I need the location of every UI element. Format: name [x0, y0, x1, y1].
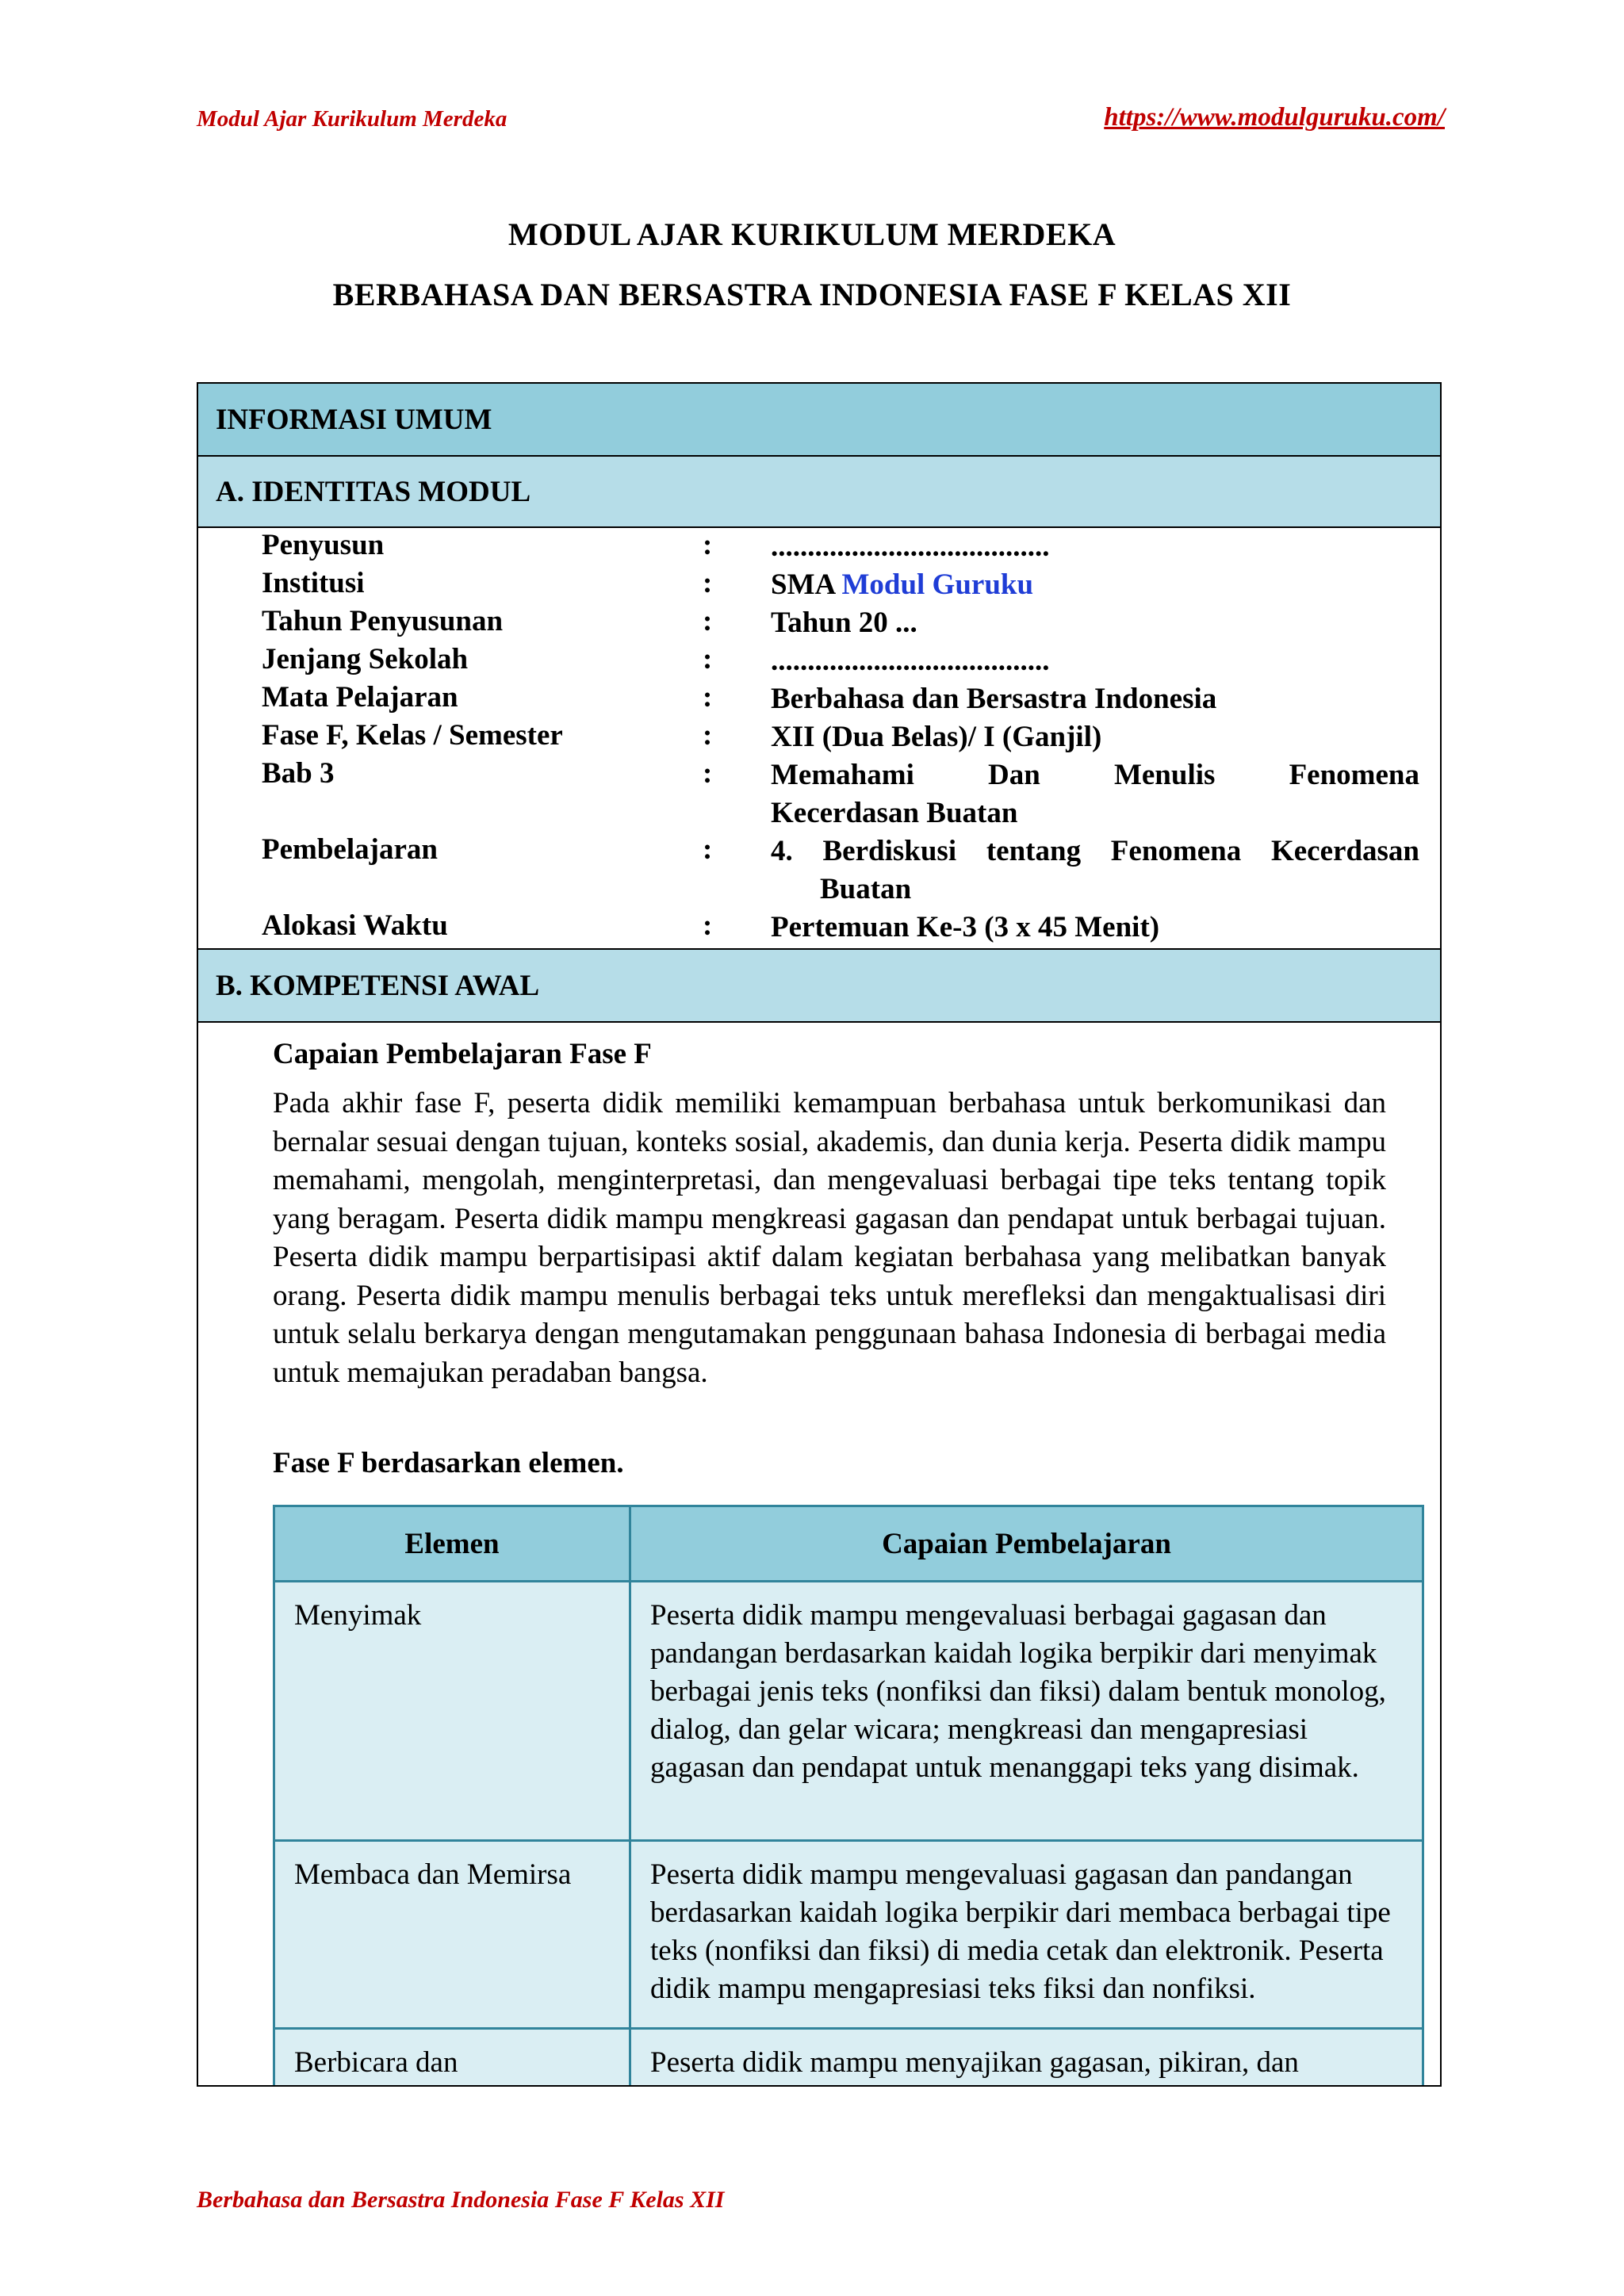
id-colon: : [703, 529, 713, 561]
running-header-url[interactable]: https://www.modulguruku.com/ [1104, 103, 1445, 132]
id-value-pembelajaran-line1: 4. Berdiskusi tentang Fenomena Kecerdasan [771, 835, 1419, 867]
id-label-mapel: Mata Pelajaran [262, 681, 458, 714]
id-colon: : [703, 605, 713, 637]
header-elemen: Elemen [274, 1506, 630, 1582]
id-colon: : [703, 833, 713, 866]
elemen-heading: Fase F berdasarkan elemen. [273, 1447, 624, 1479]
id-label-pembelajaran: Pembelajaran [262, 833, 438, 866]
id-label-tahun: Tahun Penyusunan [262, 605, 504, 637]
document-title: MODUL AJAR KURIKULUM MERDEKA [508, 216, 1116, 252]
id-value-institusi [771, 566, 1419, 604]
table-header-row [274, 1506, 1423, 1582]
id-colon: : [703, 757, 713, 790]
table-row [274, 1841, 1423, 2029]
id-label-penyusun: Penyusun [262, 529, 385, 561]
id-label-jenjang: Jenjang Sekolah [262, 643, 469, 675]
id-value-pembelajaran-line2: Buatan [820, 873, 912, 905]
identitas-list [198, 528, 1440, 948]
cell-capaian: Peserta didik mampu mengevaluasi gagasan dan pandangan berdasarkan kaidah logika berpikir dari membaca berbagai tipe teks (nonfiksi dan fiksi) di media cetak dan elektronik. Peserta didik mampu mengapresiasi teks fiksi dan nonfiksi. [630, 1841, 1423, 2029]
id-value-jenjang: ...................................... [771, 645, 1050, 677]
id-value-bab-line1: Memahami Dan Menulis Fenomena [771, 759, 1419, 791]
id-value-mapel: Berbahasa dan Bersastra Indonesia [771, 683, 1217, 715]
id-colon: : [703, 681, 713, 714]
running-header-left: Modul Ajar Kurikulum Merdeka [197, 106, 508, 132]
cell-capaian: Peserta didik mampu menyajikan gagasan, pikiran, dan [630, 2029, 1423, 2087]
id-label-bab: Bab 3 [262, 757, 335, 790]
institusi-prefix: SMA [771, 568, 835, 601]
id-value-penyusun: ...................................... [771, 530, 1050, 563]
header-capaian: Capaian Pembelajaran [630, 1506, 1423, 1582]
id-value-bab-line2: Kecerdasan Buatan [771, 797, 1018, 829]
capaian-paragraph: Pada akhir fase F, peserta didik memiliki kemampuan berbahasa untuk berkomunikasi dan bernalar sesuai dengan tujuan, konteks sosial, akademis, dan dunia kerja. Peserta didik mampu memahami, mengolah, menginterpretasi, dan mengevaluasi berbagai tipe teks tentang topik yang beragam. Peserta didik mampu mengkreasi gagasan dan pendapat untuk berbagai tujuan. Peserta didik mampu berpartisipasi aktif dalam kegiatan berbahasa yang melibatkan banyak orang. Peserta didik mampu menulis berbagai teks untuk merefleksi dan mengaktualisasi diri untuk selalu berkarya dengan mengutamakan penggunaan bahasa Indonesia di berbagai media untuk memajukan peradaban bangsa. [273, 1087, 1386, 1389]
id-value-tahun: Tahun 20 ... [771, 607, 917, 639]
table-row [274, 2029, 1423, 2087]
cell-elemen: Berbicara dan [274, 2029, 630, 2087]
cell-elemen: Menyimak [274, 1582, 630, 1841]
id-label-institusi: Institusi [262, 567, 365, 599]
info-frame [197, 382, 1442, 2087]
institusi-link[interactable]: Modul Guruku [841, 568, 1034, 601]
cell-elemen: Membaca dan Memirsa [274, 1841, 630, 2029]
id-colon: : [703, 909, 713, 942]
running-footer: Berbahasa dan Bersastra Indonesia Fase F Kelas XII [197, 2187, 725, 2213]
section-informasi-umum: INFORMASI UMUM [198, 384, 1440, 457]
table-row [274, 1582, 1423, 1841]
elemen-table [273, 1505, 1424, 2087]
section-identitas-modul: A. IDENTITAS MODUL [198, 457, 1440, 528]
document-subtitle: BERBAHASA DAN BERSASTRA INDONESIA FASE F KELAS XII [332, 277, 1292, 312]
id-label-alokasi: Alokasi Waktu [262, 909, 448, 942]
id-colon: : [703, 719, 713, 752]
capaian-heading: Capaian Pembelajaran Fase F [273, 1038, 652, 1070]
cell-capaian: Peserta didik mampu mengevaluasi berbagai gagasan dan pandangan berdasarkan kaidah logika berpikir dari menyimak berbagai jenis teks (nonfiksi dan fiksi) dalam bentuk monolog, dialog, dan gelar wicara; mengkreasi dan mengapresiasi gagasan dan pendapat untuk menanggapi teks yang disimak. [630, 1582, 1423, 1841]
id-label-fase: Fase F, Kelas / Semester [262, 719, 563, 752]
section-kompetensi-awal: B. KOMPETENSI AWAL [198, 948, 1440, 1023]
id-colon: : [703, 567, 713, 599]
id-value-fase: XII (Dua Belas)/ I (Ganjil) [771, 721, 1102, 753]
id-value-alokasi: Pertemuan Ke-3 (3 x 45 Menit) [771, 911, 1160, 943]
id-colon: : [703, 643, 713, 675]
